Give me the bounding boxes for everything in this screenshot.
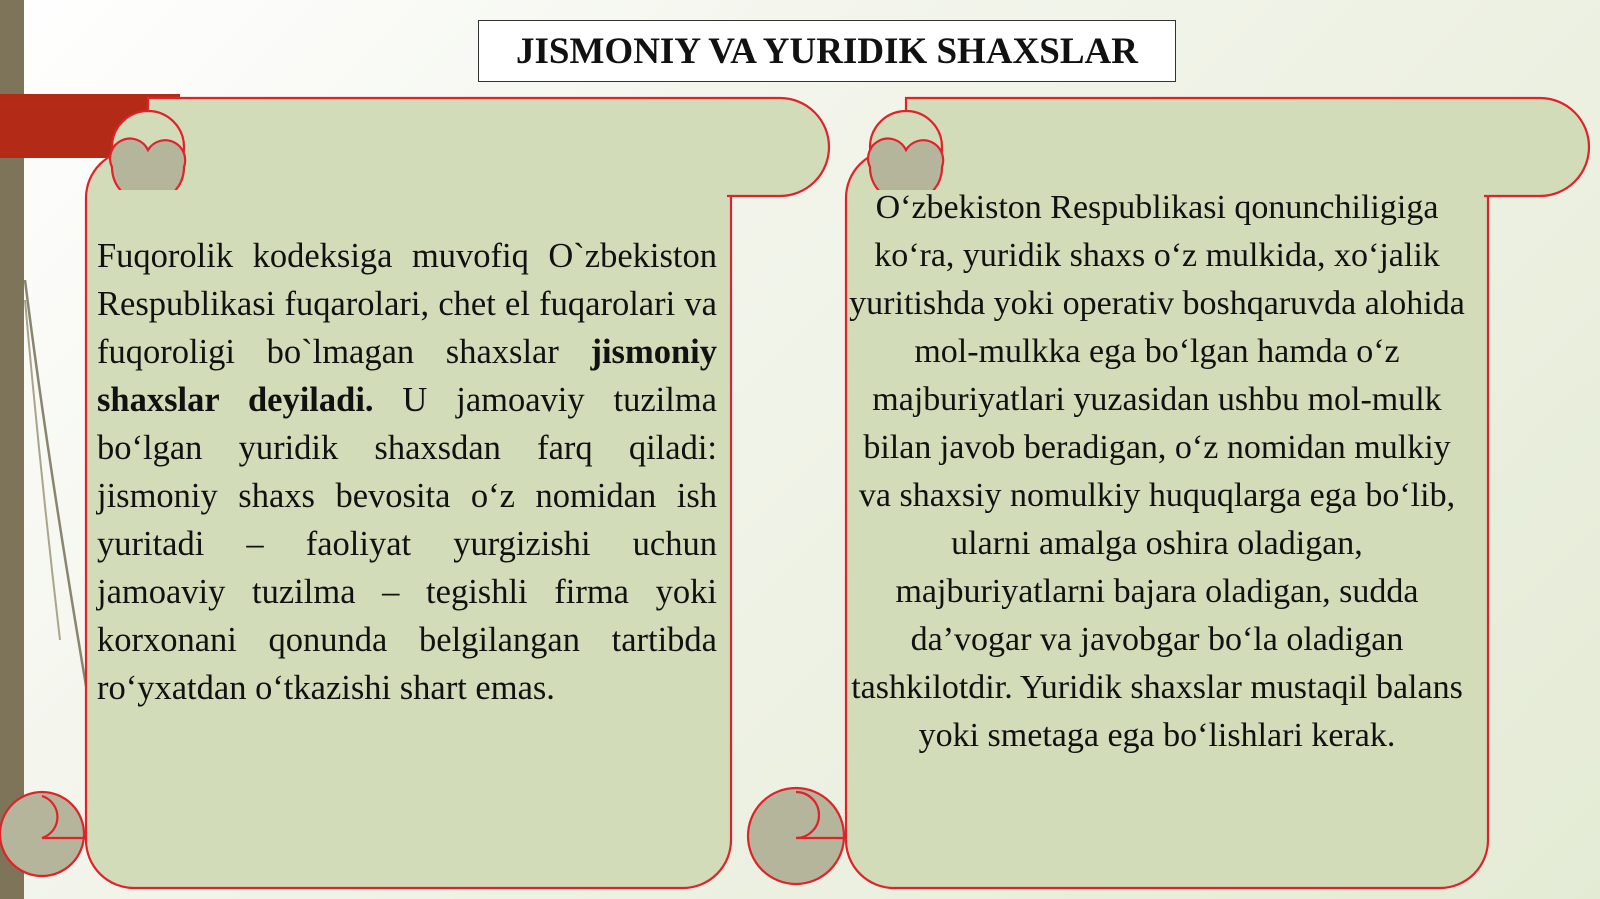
- page-title: JISMONIY VA YURIDIK SHAXSLAR: [516, 30, 1138, 72]
- left-text-bold: jismoniy shaxslar deyiladi.: [97, 333, 717, 419]
- left-scroll-text: [97, 232, 717, 712]
- left-text-part1: Fuqorolik kodeksiga muvofiq O`zbekiston Respublikasi fuqarolari, chet el fuqarolari va fuqoroligi bo`lmagan shaxslar: [97, 237, 717, 371]
- left-text-part2: U jamoaviy tuzilma bo‘lgan yuridik shaxsdan farq qiladi: jismoniy shaxs bevosita o‘z nomidan ish yuritadi – faoliyat yurgizishi uchun jamoaviy tuzilma – tegishli firma yoki korxonani qonunda belgilangan tartibda ro‘yxatdan o‘tkazishi shart emas.: [97, 381, 717, 707]
- right-scroll-text: O‘zbekiston Respublikasi qonunchiligiga ko‘ra, yuridik shaxs o‘z mulkida, xo‘jalik yuritishda yoki operativ boshqaruvda alohida mol-mulkka ega bo‘lgan hamda o‘z majburiyatlari yuzasidan ushbu mol-mulk bilan javob beradigan, o‘z nomidan mulkiy va shaxsiy nomulkiy huquqlarga ega bo‘lib, ularni amalga oshira oladigan, majburiyatlarni bajara oladigan, sudda da’vogar va javobgar bo‘la oladigan tashkilotdir. Yuridik shaxslar mustaqil balans yoki smetaga ega bo‘lishlari kerak.: [849, 189, 1465, 754]
